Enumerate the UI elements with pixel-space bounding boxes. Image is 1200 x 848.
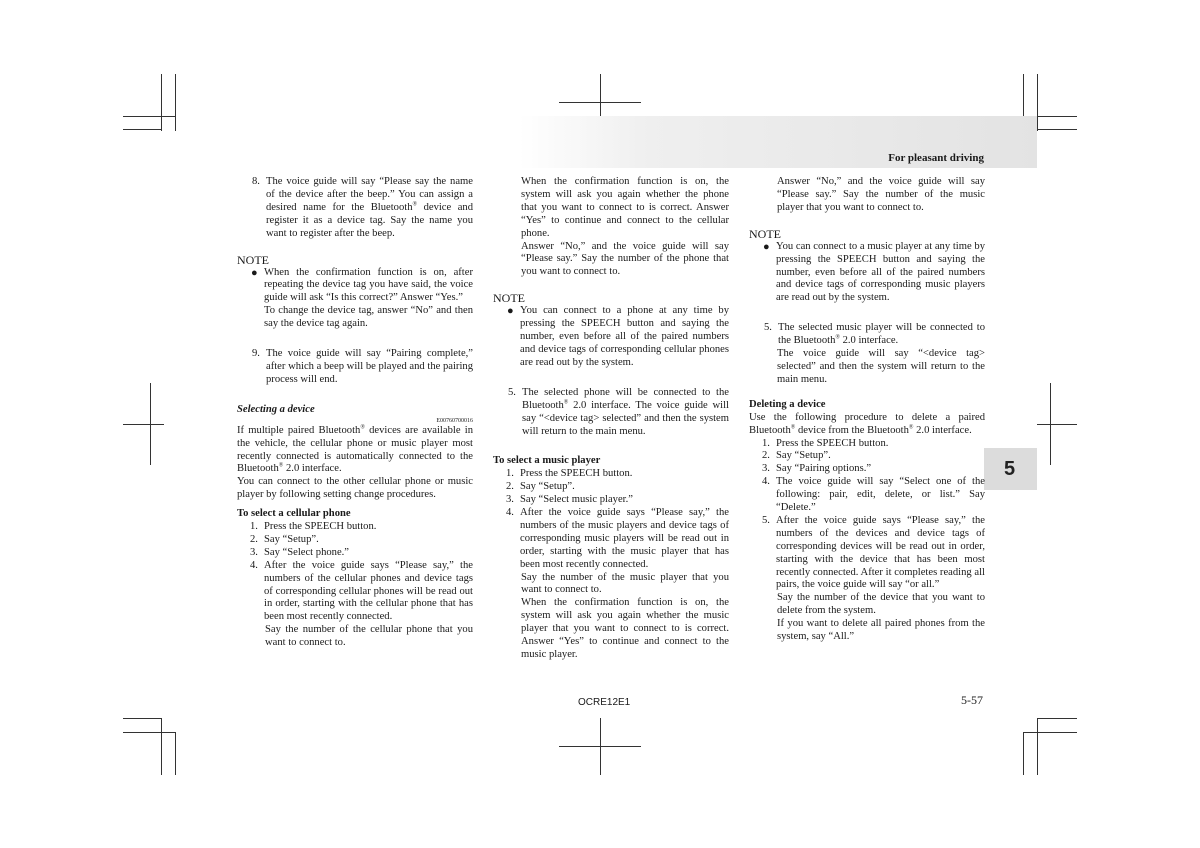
registration-mark bbox=[559, 102, 641, 103]
step-number: 5. bbox=[764, 322, 772, 334]
crop-mark bbox=[1037, 116, 1077, 117]
column-middle bbox=[493, 176, 729, 662]
bullet-icon: ● bbox=[251, 266, 258, 279]
step-number: 5. bbox=[762, 514, 770, 526]
step-item bbox=[250, 534, 473, 547]
step-text: The voice guide will say “Please say the name of the device after the beep.” You can assign a desired name for the Bluetooth® device and register it as a device tag. Say the name you want to register after the beep. bbox=[266, 176, 473, 239]
note-bullet bbox=[493, 305, 729, 370]
step-text: The voice guide will say “Select one of the following: pair, edit, delete, or list.” Say “Delete.” bbox=[776, 476, 985, 514]
note-bullet bbox=[237, 267, 473, 306]
step-item bbox=[762, 515, 985, 592]
step-item bbox=[762, 463, 985, 476]
procedure-heading: Deleting a device bbox=[749, 398, 826, 410]
column-left bbox=[237, 176, 473, 650]
registration-mark bbox=[1037, 424, 1077, 425]
step-item bbox=[506, 481, 729, 494]
crop-mark bbox=[1037, 129, 1077, 130]
registered-mark: ® bbox=[563, 399, 569, 406]
step-number: 4. bbox=[506, 507, 514, 519]
note-text: You can connect to a phone at any time by pressing the SPEECH button and saying the number, even before all of the paired numbers and device tags of corresponding cellular phones are read out by the system. bbox=[520, 305, 729, 368]
paragraph: Use the following procedure to delete a paired Bluetooth® device from the Bluetooth® 2.0 interface. bbox=[749, 411, 985, 436]
registered-mark: ® bbox=[835, 334, 840, 341]
crop-mark bbox=[123, 718, 161, 719]
music-step-list bbox=[493, 468, 729, 571]
step-number: 2. bbox=[250, 533, 258, 545]
step-number: 8. bbox=[252, 176, 260, 187]
step-continuation: If you want to delete all paired phones from the system, say “All.” bbox=[777, 618, 985, 643]
page-number: 5-57 bbox=[961, 693, 983, 707]
phone-step-list bbox=[237, 521, 473, 624]
step-text: Say “Setup”. bbox=[264, 533, 319, 545]
step-text: Say “Select music player.” bbox=[520, 494, 633, 506]
step-text: Say “Pairing options.” bbox=[776, 463, 872, 475]
step-number: 5. bbox=[508, 386, 516, 398]
step-text: Press the SPEECH button. bbox=[264, 521, 377, 533]
step-text: Press the SPEECH button. bbox=[776, 437, 889, 449]
step-continuation: Say the number of the music player that you want to connect to. bbox=[521, 571, 729, 596]
step-number: 9. bbox=[252, 348, 260, 360]
step-number: 3. bbox=[506, 494, 514, 506]
crop-mark bbox=[175, 732, 176, 775]
registered-mark: ® bbox=[790, 424, 796, 431]
step-text: After the voice guide says “Please say,” the numbers of the music players and device tags of corresponding music players will be read out in order, starting with the music player that has been most recently connected. bbox=[520, 507, 729, 570]
paragraph: You can connect to the other cellular phone or music player by following setting change procedures. bbox=[237, 476, 473, 501]
chapter-number: 5 bbox=[1003, 457, 1016, 480]
step-number: 3. bbox=[250, 546, 258, 558]
step-continuation: Say the number of the cellular phone that you want to connect to. bbox=[265, 624, 473, 649]
paragraph: Answer “No,” and the voice guide will say “Please say.” Say the number of the music player that you want to connect to. bbox=[777, 176, 985, 213]
step-item bbox=[250, 521, 473, 534]
step-number: 4. bbox=[762, 476, 770, 488]
step-text: The selected phone will be connected to the Bluetooth® 2.0 interface. The voice guide will say “<device tag> selected” and then the system will return to the main menu. bbox=[522, 386, 729, 437]
note-label: NOTE bbox=[237, 252, 269, 267]
step-item bbox=[252, 176, 473, 241]
crop-mark bbox=[1023, 732, 1024, 775]
paragraph: If multiple paired Bluetooth® devices are available in the vehicle, the cellular phone or music player most recently connected is automatically connected to the Bluetooth® 2.0 interface. bbox=[237, 424, 473, 475]
step-number: 3. bbox=[762, 463, 770, 475]
note-label: NOTE bbox=[749, 226, 781, 241]
step-number: 2. bbox=[506, 481, 514, 493]
step-item bbox=[250, 547, 473, 560]
step-text: Say “Select phone.” bbox=[264, 546, 350, 558]
step-item bbox=[762, 476, 985, 515]
step-number: 1. bbox=[506, 468, 514, 480]
note-text: You can connect to a music player at any time by pressing the SPEECH button and saying the number, even before all of the paired numbers and device tags of corresponding music players are read out by the system. bbox=[776, 240, 985, 304]
registration-mark bbox=[559, 746, 641, 747]
bullet-icon: ● bbox=[507, 305, 514, 318]
note-text: When the confirmation function is on, after repeating the device tag you have said, the voice guide will ask “Is this correct?” Answer “Yes.” bbox=[264, 266, 473, 304]
step-item bbox=[762, 438, 985, 451]
note-bullet bbox=[749, 241, 985, 306]
step-text: Say “Setup”. bbox=[776, 450, 831, 462]
reference-code: E00760700016 bbox=[436, 417, 473, 424]
crop-mark bbox=[123, 129, 161, 130]
step-item bbox=[762, 450, 985, 463]
step-text: The voice guide will say “Pairing complete,” after which a beep will be played and the pairing process will end. bbox=[266, 348, 473, 385]
crop-mark bbox=[123, 732, 176, 733]
step-item bbox=[252, 348, 473, 387]
step-item bbox=[764, 322, 985, 348]
step-number: 1. bbox=[250, 521, 258, 533]
step-number: 1. bbox=[762, 437, 770, 449]
procedure-heading: To select a music player bbox=[493, 455, 601, 467]
crop-mark bbox=[1037, 718, 1038, 775]
step-continuation: When the confirmation function is on, the system will ask you again whether the music player that you want to connect to is correct. Answer “Yes” to continue and connect to the music player. bbox=[521, 597, 729, 660]
crop-mark bbox=[1037, 74, 1038, 131]
step-continuation: Say the number of the device that you want to delete from the system. bbox=[777, 592, 985, 617]
step-item bbox=[506, 468, 729, 481]
crop-mark bbox=[123, 116, 176, 117]
crop-mark bbox=[161, 718, 162, 775]
chapter-tab bbox=[984, 448, 1037, 490]
paragraph: When the confirmation function is on, the system will ask you again whether the phone that you want to connect to is correct. Answer “Yes” to continue and connect to the cellular phone. bbox=[521, 176, 729, 239]
registered-mark: ® bbox=[360, 424, 365, 431]
crop-mark bbox=[1037, 718, 1077, 719]
step-text: After the voice guide says “Please say,” the numbers of the cellular phones and device tags of corresponding cellular phones will be read out in order, starting with the cellular phone that has been most recently connected. bbox=[264, 559, 473, 623]
procedure-heading: To select a cellular phone bbox=[237, 508, 351, 520]
crop-mark bbox=[175, 74, 176, 131]
crop-mark bbox=[1023, 732, 1077, 733]
step-number: 4. bbox=[250, 559, 258, 571]
step-number: 2. bbox=[762, 450, 770, 462]
step-item bbox=[250, 560, 473, 625]
step-text: The selected music player will be connected to the Bluetooth® 2.0 interface. bbox=[778, 322, 985, 347]
registered-mark: ® bbox=[278, 462, 284, 469]
crop-mark bbox=[161, 74, 162, 131]
step-item bbox=[506, 507, 729, 572]
step-item bbox=[506, 494, 729, 507]
step-text: Press the SPEECH button. bbox=[520, 468, 633, 480]
section-title: For pleasant driving bbox=[888, 152, 984, 164]
step-text: After the voice guide says “Please say,” the numbers of the devices and device tags of corresponding devices will be read out in order, starting with the device that has been most recently connected. After it completes reading all pairs, the voice guide will say “or all.” bbox=[776, 514, 985, 591]
registered-mark: ® bbox=[908, 424, 914, 431]
step-item bbox=[508, 387, 729, 439]
note-label: NOTE bbox=[493, 291, 525, 306]
registered-mark: ® bbox=[412, 201, 418, 208]
subsection-heading: Selecting a device bbox=[237, 403, 315, 415]
column-right bbox=[749, 176, 985, 644]
step-text: Say “Setup”. bbox=[520, 481, 575, 493]
registration-mark bbox=[123, 424, 164, 425]
note-continuation: To change the device tag, answer “No” and then say the device tag again. bbox=[264, 305, 473, 330]
document-code: OCRE12E1 bbox=[578, 697, 631, 708]
step-continuation: The voice guide will say “<device tag> selected” and then the system will return to the main menu. bbox=[777, 348, 985, 385]
delete-step-list bbox=[749, 438, 985, 593]
bullet-icon: ● bbox=[763, 240, 770, 253]
paragraph: Answer “No,” and the voice guide will say “Please say.” Say the number of the phone that you want to connect to. bbox=[521, 240, 729, 278]
